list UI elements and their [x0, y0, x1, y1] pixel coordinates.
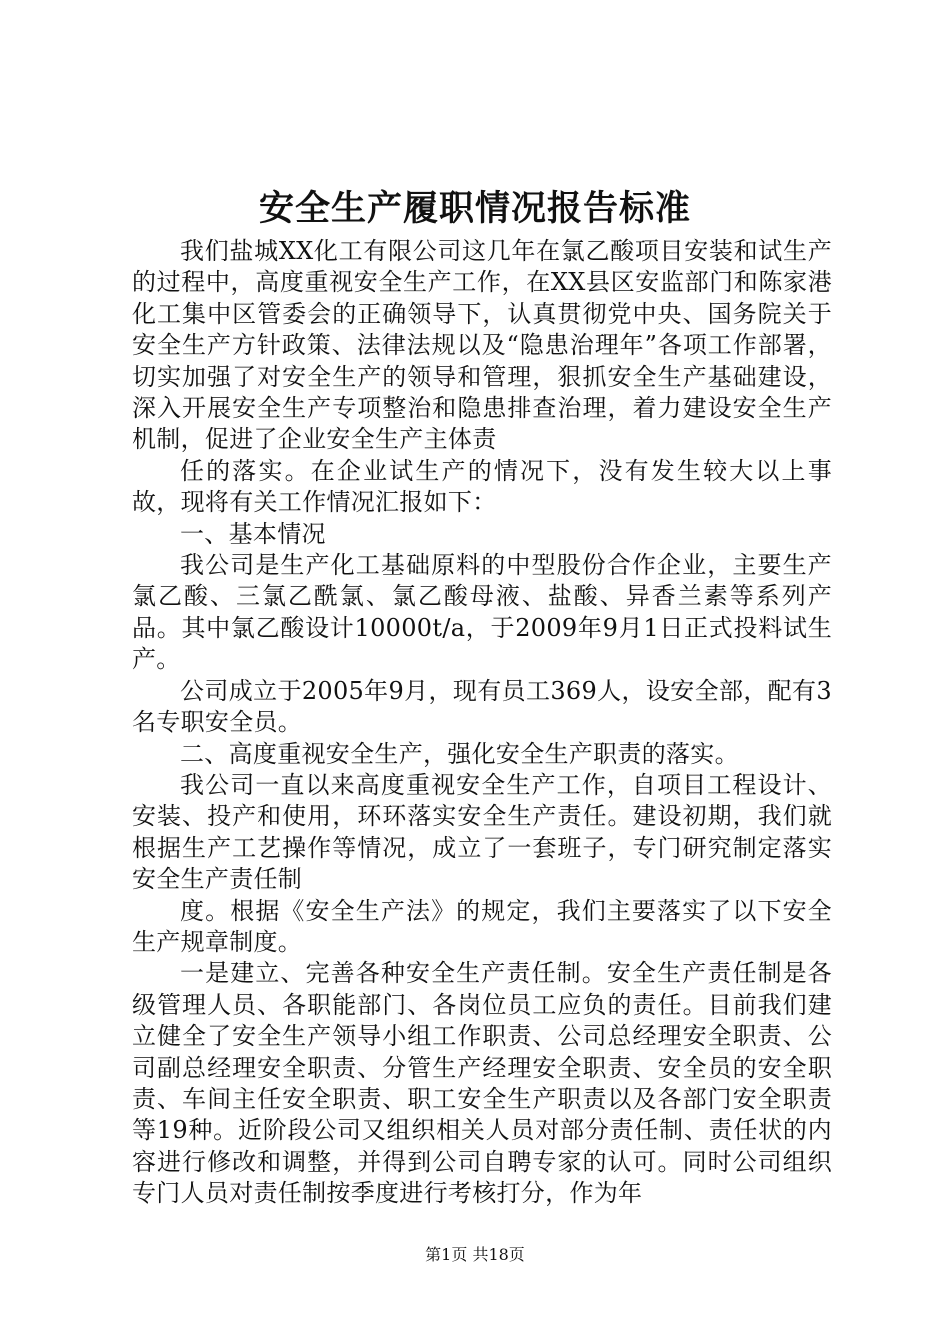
paragraph-intro-continued: 任的落实。在企业试生产的情况下，没有发生较大以上事故，现将有关工作情况汇报如下： — [132, 456, 832, 517]
paragraph-company-products: 我公司是生产化工基础原料的中型股份合作企业，主要生产氯乙酸、三氯乙酰氯、氯乙酸母液、盐酸、异香兰素等系列产品。其中氯乙酸设计10000t/a，于2009年9月1日正式投料试生产。 — [132, 551, 832, 674]
paragraph-intro: 我们盐城XX化工有限公司这几年在氯乙酸项目安装和试生产的过程中，高度重视安全生产工作，在XX县区安监部门和陈家港化工集中区管委会的正确领导下，认真贯彻党中央、国务院关于安全生产方针政策、法律法规以及“隐患治理年”各项工作部署，切实加强了对安全生产的领导和管理，狠抓安全生产基础建设，深入开展安全生产专项整治和隐患排查治理，着力建设安全生产机制，促进了企业安全生产主体责 — [132, 237, 832, 454]
section-heading-basic-info: 一、基本情况 — [180, 519, 326, 548]
section-heading-safety-duty: 二、高度重视安全生产，强化安全生产职责的落实。 — [180, 739, 739, 768]
page-number-footer: 第1页 共18页 — [425, 1245, 525, 1264]
paragraph-responsibility-system: 一是建立、完善各种安全生产责任制。安全生产责任制是各级管理人员、各职能部门、各岗位员工应负的责任。目前我们建立健全了安全生产领导小组工作职责、公司总经理安全职责、公司副总经理安全职责、分管生产经理安全职责、安全员的安全职责、车间主任安全职责、职工安全生产职责以及各部门安全职责等19种。近阶段公司又组织相关人员对部分责任制、责任状的内容进行修改和调整，并得到公司自聘专家的认可。同时公司组织专门人员对责任制按季度进行考核打分，作为年 — [132, 959, 832, 1208]
document-title: 安全生产履职情况报告标准 — [258, 188, 691, 229]
paragraph-safety-rules: 度。根据《安全生产法》的规定，我们主要落实了以下安全生产规章制度。 — [132, 896, 832, 956]
paragraph-safety-responsibility: 我公司一直以来高度重视安全生产工作，自项目工程设计、安装、投产和使用，环环落实安全生产责任。建设初期，我们就根据生产工艺操作等情况，成立了一套班子，专门研究制定落实安全生产责任制 — [132, 770, 832, 894]
document-body — [132, 236, 832, 1210]
paragraph-company-founding: 公司成立于2005年9月，现有员工369人，设安全部，配有3名专职安全员。 — [132, 676, 832, 737]
